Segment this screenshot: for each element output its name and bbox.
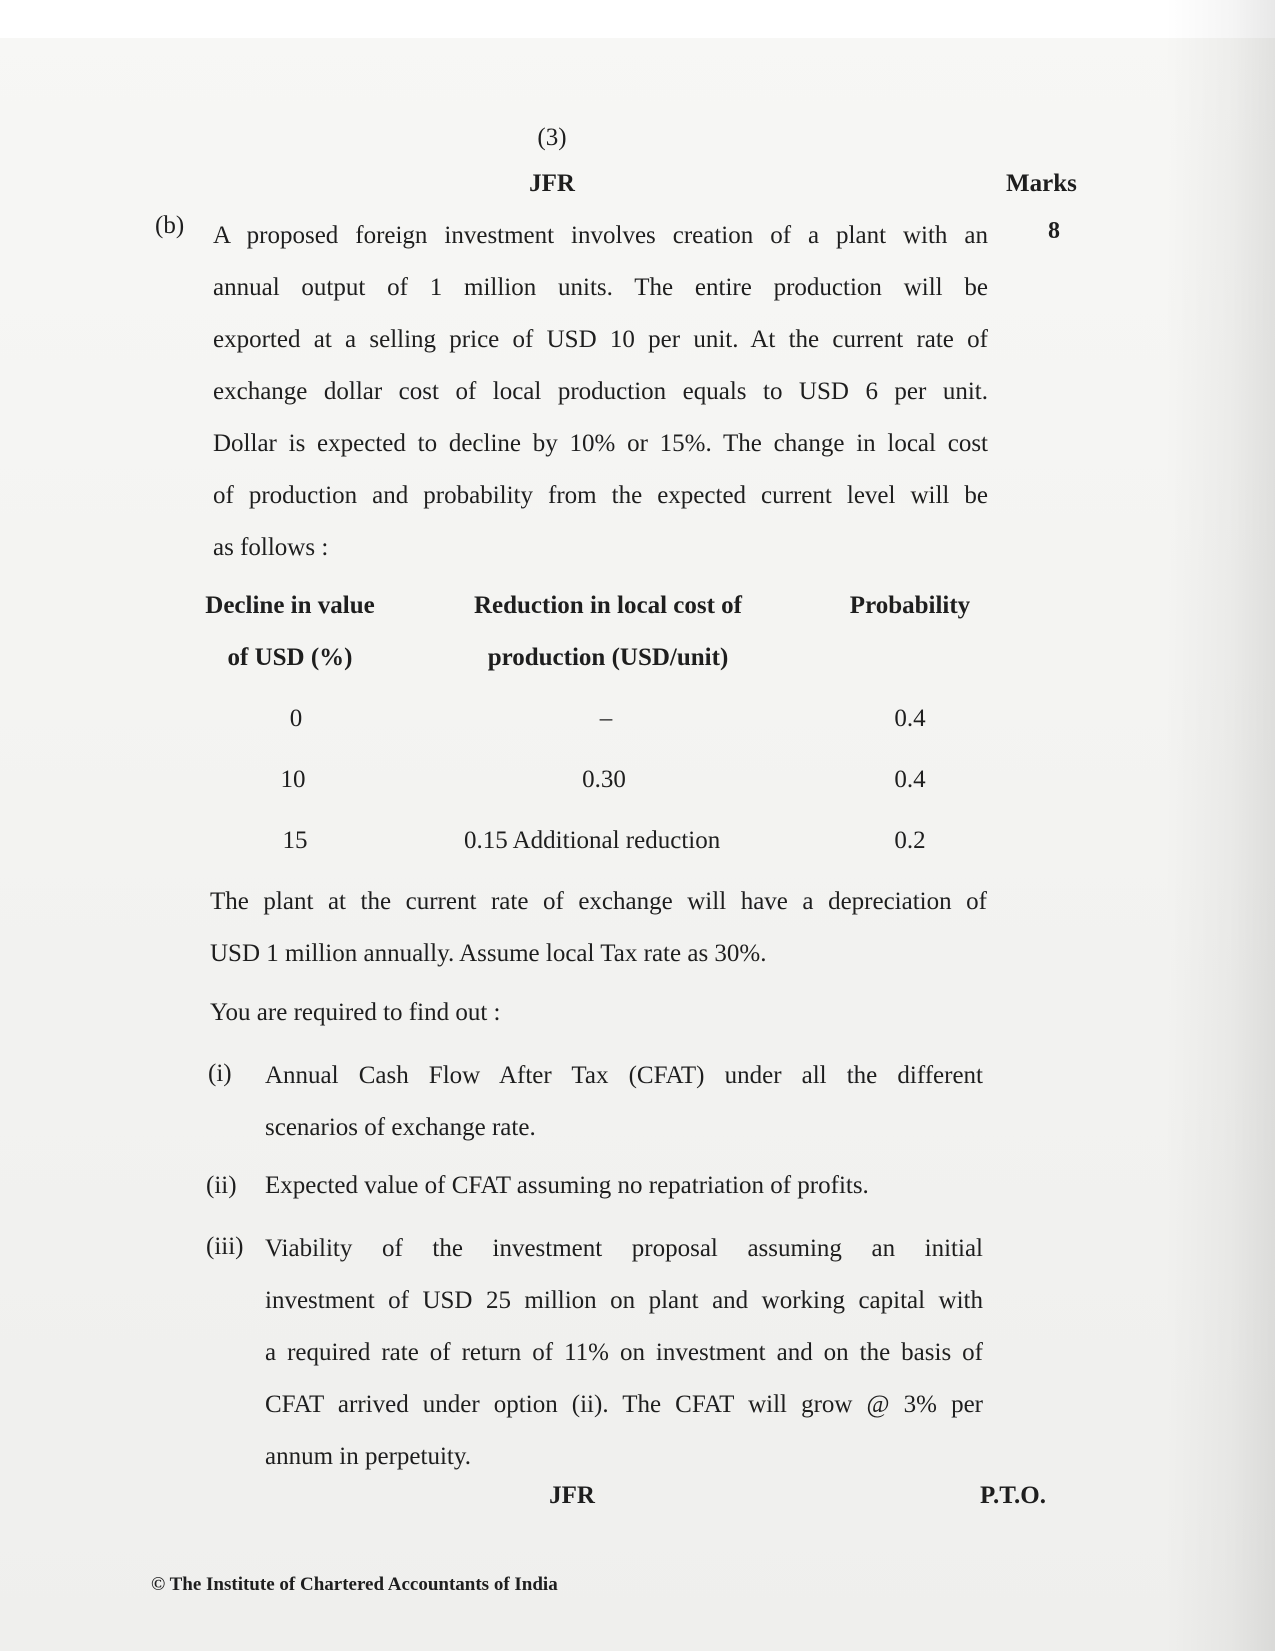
item-line: Annual Cash Flow After Tax (CFAT) under all the different [265,1062,983,1089]
question-intro [213,210,988,574]
table-cell-decline: 0 [289,705,303,732]
page-number: (3) [537,124,567,151]
item-label: (ii) [206,1172,237,1199]
depreciation-paragraph [210,876,987,980]
table-cell-decline: 15 [282,827,308,854]
intro-line: of production and probability from the expected current level will be [213,482,988,509]
intro-line: annual output of 1 million units. The entire production will be [213,274,988,301]
item-text: Expected value of CFAT assuming no repatriation of profits. [265,1172,869,1199]
item-label: (iii) [206,1233,244,1260]
table-cell-decline: 10 [280,766,306,793]
table-cell-reduction: 0.30 [582,766,626,793]
intro-line: as follows : [213,534,329,561]
required-heading: You are required to find out : [210,999,501,1026]
item-text [265,1223,983,1483]
item-label: (i) [208,1060,232,1087]
intro-line: A proposed foreign investment involves creation of a plant with an [213,222,988,249]
table-cell-probability: 0.4 [894,705,926,732]
copyright-notice: © The Institute of Chartered Accountants of India [151,1574,558,1595]
item-line: CFAT arrived under option (ii). The CFAT will grow @ 3% per [265,1391,983,1418]
intro-line: Dollar is expected to decline by 10% or 15%. The change in local cost [213,430,988,457]
intro-line: exported at a selling price of USD 10 per unit. At the current rate of [213,326,988,353]
item-text [265,1050,983,1154]
table-cell-probability: 0.4 [894,766,926,793]
scan-edge-shadow [1165,0,1275,1651]
question-marks: 8 [1048,218,1060,244]
table-header-decline: Decline in value of USD (%) [205,592,375,671]
question-label: (b) [155,212,185,239]
item-line: Viability of the investment proposal assuming an initial [265,1235,983,1262]
header-code: JFR [529,170,575,197]
item-line: investment of USD 25 million on plant and working capital with [265,1287,983,1314]
table-cell-reduction: 0.15 Additional reduction [464,827,721,854]
scan-top-margin [0,0,1275,38]
table-header-probability: Probability [849,592,971,619]
item-line: annum in perpetuity. [265,1443,471,1470]
table-cell-probability: 0.2 [894,827,926,854]
pto-label: P.T.O. [980,1482,1046,1509]
table-header-reduction: Reduction in local cost of production (USD/unit) [473,592,743,671]
paragraph-line: USD 1 million annually. Assume local Tax rate as 30%. [210,940,767,967]
item-line: scenarios of exchange rate. [265,1114,536,1141]
paragraph-line: The plant at the current rate of exchange will have a depreciation of [210,888,987,915]
footer-code: JFR [549,1482,595,1509]
item-line: a required rate of return of 11% on investment and on the basis of [265,1339,983,1366]
intro-line: exchange dollar cost of local production equals to USD 6 per unit. [213,378,988,405]
table-cell-reduction: – [599,705,613,732]
marks-heading: Marks [1006,170,1077,197]
